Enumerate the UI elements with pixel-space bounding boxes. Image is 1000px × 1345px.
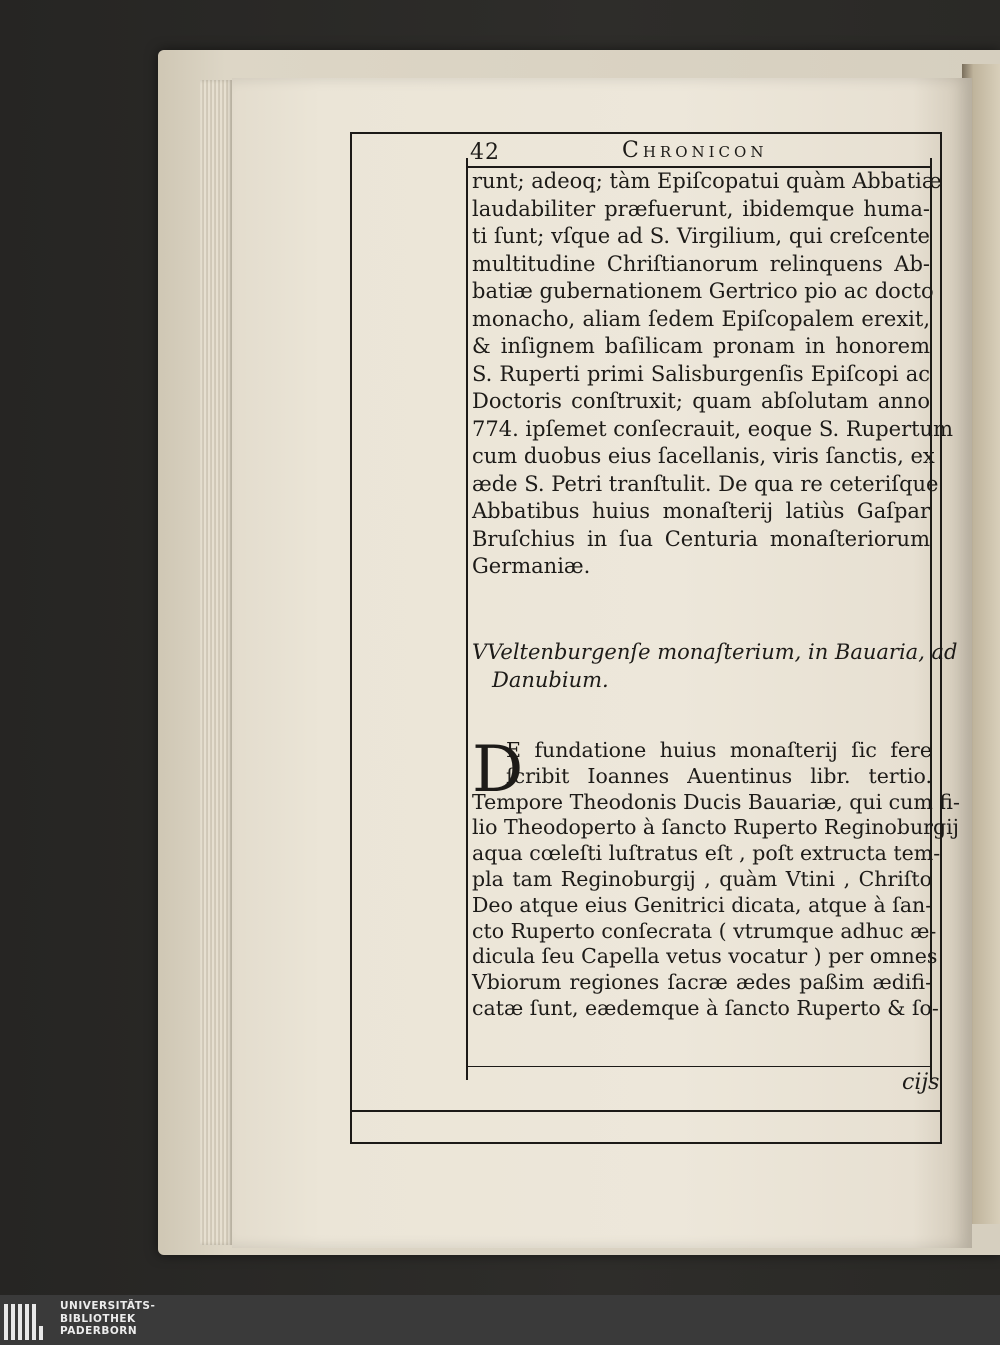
paragraph-line: E fundatione huius monaſterij ſic fere bbox=[506, 738, 932, 762]
library-logo-icon bbox=[4, 1300, 52, 1340]
paragraph-line: ſcribit Ioannes Auentinus libr. tertio. bbox=[506, 763, 932, 788]
dropcap-letter: D bbox=[472, 733, 524, 807]
paragraph-line: Deo atque eius Genitrici dicata, atque à ſan- bbox=[472, 892, 933, 917]
heading-line-1: VVeltenburgenſe monaſterium, in Bauaria, ad bbox=[472, 640, 958, 664]
dropcap-paragraph bbox=[472, 733, 960, 1022]
text-line: Abbatibus huius monaſterij latiùs Gaſpar bbox=[472, 499, 930, 523]
page-edges bbox=[200, 80, 232, 1245]
bottom-frame-rule bbox=[350, 1110, 942, 1112]
library-name-line-1: UNIVERSITÄTS- bbox=[60, 1300, 156, 1312]
text-line: runt; adeoq; tàm Epiſcopatui quàm Abbatiæ bbox=[472, 169, 942, 193]
text-line: laudabiliter præfuerunt, ibidemque huma- bbox=[472, 196, 930, 221]
library-name-line-2: BIBLIOTHEK bbox=[60, 1312, 136, 1325]
section-heading bbox=[472, 638, 958, 694]
running-head: Chronicon bbox=[622, 138, 768, 163]
paragraph-line: Tempore Theodonis Ducis Bauariæ, qui cum fi- bbox=[472, 789, 960, 814]
text-line: S. Ruperti primi Salisburgenſis Epiſcopi ac bbox=[472, 361, 930, 386]
catchword: cijs bbox=[902, 1070, 940, 1095]
text-line: Bruſchius in ſua Centuria monaſteriorum bbox=[472, 526, 930, 551]
page-number: 42 bbox=[470, 140, 500, 165]
text-line: cum duobus eius ſacellanis, viris ſanctis, ex bbox=[472, 444, 935, 468]
library-name bbox=[60, 1300, 155, 1338]
library-name-line-3: PADERBORN bbox=[60, 1325, 138, 1337]
paragraph-line: pla tam Reginoburgij , quàm Vtini , Chriſto bbox=[472, 866, 932, 891]
paragraph-line: Vbiorum regiones ſacræ ædes paßim ædifi- bbox=[472, 970, 932, 995]
text-block bbox=[472, 168, 953, 581]
text-line: Germaniæ. bbox=[472, 554, 591, 578]
paragraph-line: dicula ſeu Capella vetus vocatur ) per omnes bbox=[472, 944, 938, 969]
text-line: monacho, aliam ſedem Epiſcopalem erexit, bbox=[472, 306, 930, 331]
text-line: 774. ipſemet conſecrauit, eoque S. Rupertum bbox=[472, 416, 953, 441]
text-line: æde S. Petri tranſtulit. De qua re ceteriſque bbox=[472, 471, 939, 496]
text-line: & inſignem baſilicam pronam in honorem bbox=[472, 334, 930, 358]
footer-rule bbox=[466, 1066, 932, 1067]
text-line: Doctoris conſtruxit; quam abſolutam anno bbox=[472, 389, 930, 413]
paragraph-line: catæ ſunt, eædemque à ſancto Ruperto & ſo- bbox=[472, 995, 939, 1020]
text-line: batiæ gubernationem Gertrico pio ac docto bbox=[472, 279, 934, 303]
heading-line-2: Danubium. bbox=[492, 667, 609, 692]
paragraph-line: lio Theodoperto à ſancto Ruperto Reginoburgij bbox=[472, 815, 960, 840]
text-line: ti ſunt; vſque ad S. Virgilium, qui creſcente bbox=[472, 224, 930, 248]
text-line: multitudine Chriſtianorum relinquens Ab- bbox=[472, 251, 930, 276]
paragraph-line: cto Ruperto conſecrata ( vtrumque adhuc æ- bbox=[472, 918, 937, 943]
paragraph-line: aqua cœleſti luſtratus eſt , poſt extructa tem- bbox=[472, 841, 941, 866]
